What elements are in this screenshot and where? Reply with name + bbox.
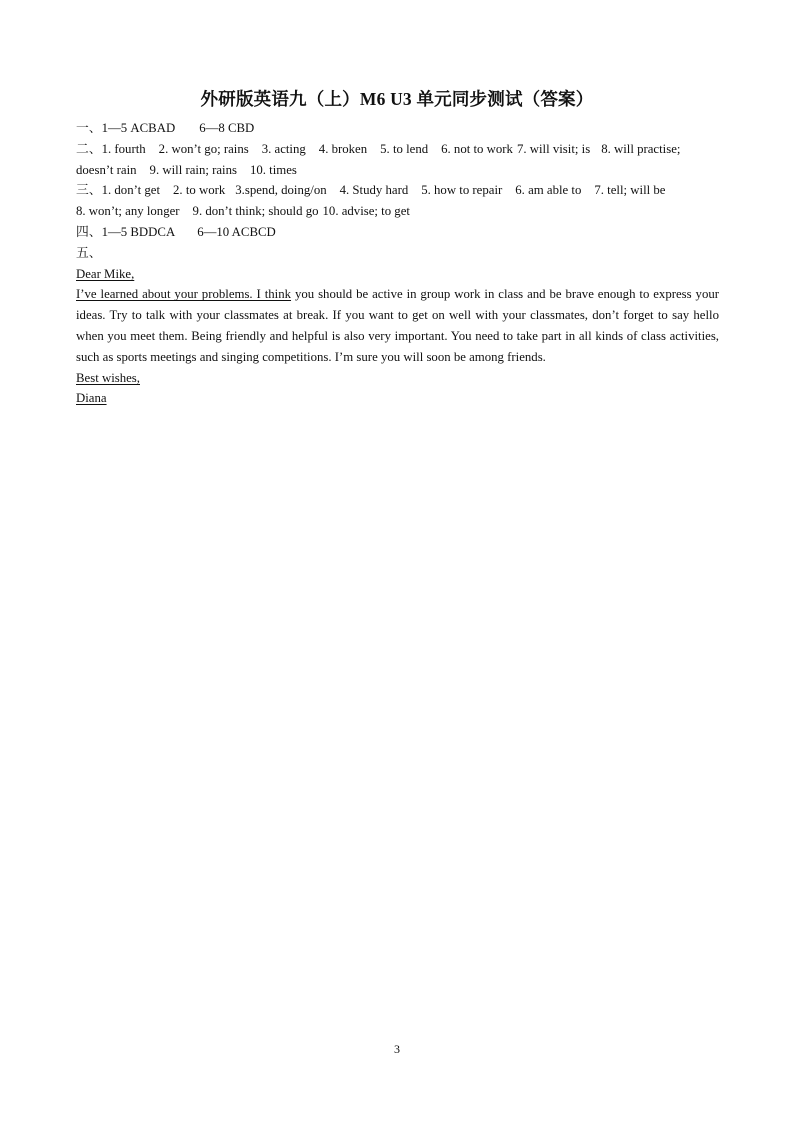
answer-item: 2. to work	[173, 183, 226, 198]
section-2-line-1	[76, 139, 719, 160]
answer-item: 8. will practise;	[601, 141, 681, 156]
answer-item: 10. advise; to get	[322, 204, 410, 219]
answer-item: doesn’t rain	[76, 162, 137, 177]
letter-closing	[76, 368, 719, 389]
answer-item: 9. don’t think; should go	[192, 204, 319, 219]
signature-text: Diana	[76, 391, 107, 406]
closing-text: Best wishes,	[76, 370, 140, 385]
section-5	[76, 243, 719, 264]
answer-item: 8. won’t; any longer	[76, 204, 180, 219]
section-5-label: 五、	[76, 245, 102, 260]
answer-item: 6. not to work	[441, 141, 513, 156]
answer-item: 4. Study hard	[339, 183, 409, 198]
letter-body-underlined: I’ve learned about your problems. I think	[76, 287, 292, 302]
section-4	[76, 222, 719, 243]
section-1	[76, 118, 719, 139]
section-2-line-2	[76, 160, 719, 181]
section-4-answers-a: 1—5 BDDCA	[101, 224, 176, 239]
answer-item: 4. broken	[318, 141, 368, 156]
page-title: 外研版英语九（上）M6 U3 单元同步测试（答案）	[200, 89, 594, 109]
answer-item: 3. acting	[261, 141, 306, 156]
answer-item: 7. tell; will be	[594, 183, 666, 198]
answer-item: 1. fourth	[101, 141, 146, 156]
section-1-label: 一、	[76, 121, 102, 135]
answer-item: 1. don’t get	[101, 183, 161, 198]
section-4-label: 四、	[76, 224, 102, 239]
section-2-label: 二、	[76, 141, 102, 156]
answer-item: 2. won’t go; rains	[158, 141, 249, 156]
section-3-label: 三、	[76, 183, 102, 198]
section-3-line-1	[76, 180, 719, 201]
greeting-text: Dear Mike,	[76, 266, 135, 281]
letter-body-text: you should be active in group work in class and be brave enough to express your ideas. Try to talk with your classmates at break. If you want to get on well with your classmates, don’t forget to say hello when you meet them. Being friendly and helpful is also very important. You need to take part in all kinds of class activities, such as sports meetings and singing competitions. I’m sure you will soon be among friends.	[76, 287, 720, 364]
answer-item: 5. how to repair	[421, 183, 503, 198]
section-1-answers-a: 1—5 ACBAD	[101, 121, 176, 135]
page-number: 3	[394, 1042, 400, 1056]
answer-item: 5. to lend	[380, 141, 429, 156]
answer-item: 10. times	[249, 162, 297, 177]
letter-greeting	[76, 264, 719, 285]
answer-content	[76, 118, 719, 409]
answer-item: 6. am able to	[515, 183, 582, 198]
letter-signature	[76, 388, 719, 409]
section-3-line-2	[76, 201, 719, 222]
section-1-answers-b: 6—8 CBD	[199, 121, 255, 135]
letter-body	[76, 284, 719, 367]
section-4-answers-b: 6—10 ACBCD	[197, 224, 276, 239]
answer-item: 7. will visit; is	[516, 141, 591, 156]
answer-item: 3.spend, doing/on	[235, 183, 327, 198]
answer-item: 9. will rain; rains	[149, 162, 237, 177]
